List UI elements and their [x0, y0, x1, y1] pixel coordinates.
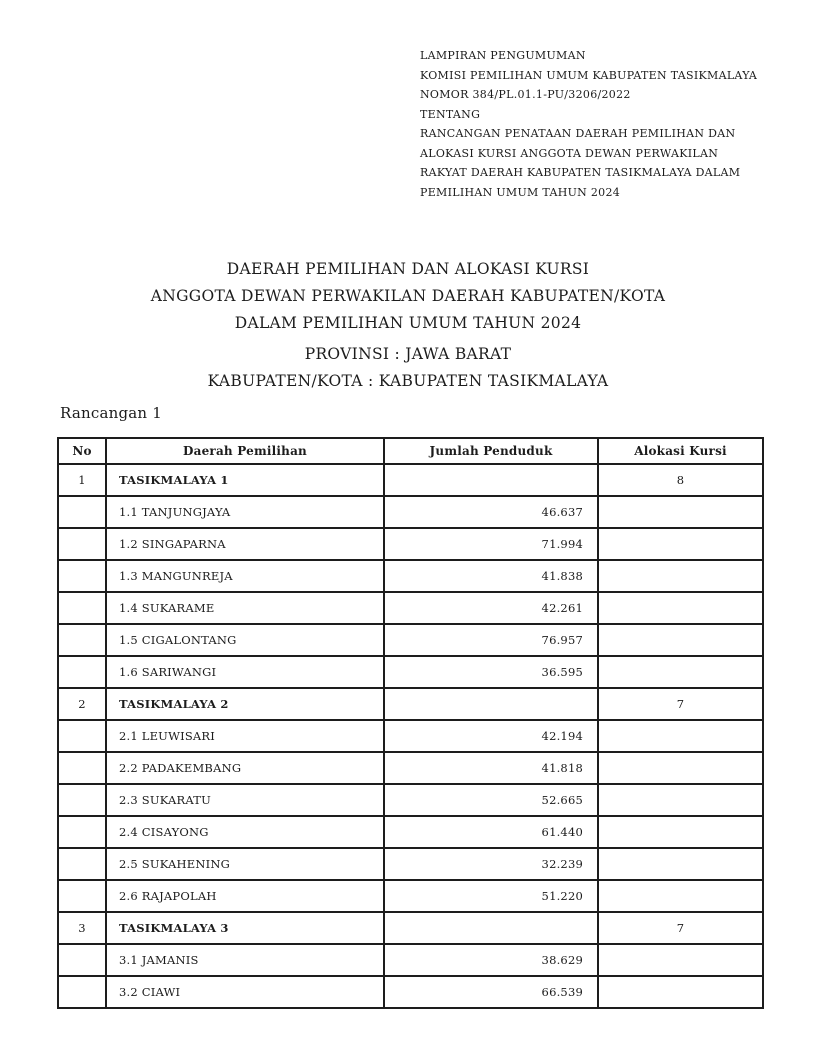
letterhead-block	[420, 46, 757, 202]
letterhead-line: LAMPIRAN PENGUMUMAN	[420, 49, 586, 62]
document-title	[0, 256, 816, 337]
row-name-cell: 1.1 TANJUNGJAYA	[106, 496, 384, 528]
row-population-cell: 41.838	[384, 560, 598, 592]
row-population-cell: 71.994	[384, 528, 598, 560]
row-name-cell: 2.3 SUKARATU	[106, 784, 384, 816]
table-row	[58, 688, 763, 720]
row-name-cell: 3.2 CIAWI	[106, 976, 384, 1008]
row-population-cell: 42.194	[384, 720, 598, 752]
row-seats-cell	[598, 656, 763, 688]
row-population-cell: 38.629	[384, 944, 598, 976]
row-population-cell: 46.637	[384, 496, 598, 528]
header-alokasi-kursi: Alokasi Kursi	[598, 438, 763, 464]
regency-line: KABUPATEN/KOTA : KABUPATEN TASIKMALAYA	[207, 372, 609, 390]
header-daerah-pemilihan: Daerah Pemilihan	[106, 438, 384, 464]
row-name-cell: 2.2 PADAKEMBANG	[106, 752, 384, 784]
table-row	[58, 816, 763, 848]
letterhead-line: TENTANG	[420, 107, 481, 121]
dapil-table	[57, 437, 764, 1009]
title-line: ANGGOTA DEWAN PERWAKILAN DAERAH KABUPATEN/KOTA	[150, 287, 666, 305]
row-population-cell: 32.239	[384, 848, 598, 880]
table-row	[58, 784, 763, 816]
row-name-cell: 1.2 SINGAPARNA	[106, 528, 384, 560]
table-row	[58, 528, 763, 560]
table-row	[58, 560, 763, 592]
row-number-cell	[58, 496, 106, 528]
table-row	[58, 752, 763, 784]
row-seats-cell: 7	[598, 688, 763, 720]
row-number-cell	[58, 560, 106, 592]
title-line: DAERAH PEMILIHAN DAN ALOKASI KURSI	[226, 260, 590, 278]
row-name-cell: 3.1 JAMANIS	[106, 944, 384, 976]
row-name-cell: 2.5 SUKAHENING	[106, 848, 384, 880]
row-seats-cell	[598, 976, 763, 1008]
letterhead-line: PEMILIHAN UMUM TAHUN 2024	[420, 185, 621, 199]
row-seats-cell	[598, 592, 763, 624]
row-seats-cell: 8	[598, 464, 763, 496]
row-population-cell: 66.539	[384, 976, 598, 1008]
table-row	[58, 464, 763, 496]
row-number-cell	[58, 784, 106, 816]
row-population-cell: 61.440	[384, 816, 598, 848]
row-name-cell: TASIKMALAYA 1	[106, 464, 384, 496]
letterhead-line: RAKYAT DAERAH KABUPATEN TASIKMALAYA DALAM	[420, 166, 741, 179]
row-number-cell: 3	[58, 912, 106, 944]
table-row	[58, 848, 763, 880]
row-seats-cell	[598, 720, 763, 752]
row-population-cell: 36.595	[384, 656, 598, 688]
table-row	[58, 656, 763, 688]
plan-label: Rancangan 1	[60, 404, 162, 422]
row-number-cell	[58, 752, 106, 784]
row-seats-cell	[598, 528, 763, 560]
header-no: No	[58, 438, 106, 464]
table-row	[58, 880, 763, 912]
row-population-cell	[384, 912, 598, 944]
row-name-cell: 2.1 LEUWISARI	[106, 720, 384, 752]
row-seats-cell	[598, 624, 763, 656]
table-row	[58, 496, 763, 528]
row-population-cell: 52.665	[384, 784, 598, 816]
row-number-cell	[58, 880, 106, 912]
row-population-cell	[384, 688, 598, 720]
row-number-cell	[58, 976, 106, 1008]
row-seats-cell: 7	[598, 912, 763, 944]
row-name-cell: TASIKMALAYA 3	[106, 912, 384, 944]
table-body	[58, 464, 763, 1008]
row-seats-cell	[598, 944, 763, 976]
table-row	[58, 720, 763, 752]
province-line: PROVINSI : JAWA BARAT	[304, 345, 512, 363]
title-line: DALAM PEMILIHAN UMUM TAHUN 2024	[234, 314, 582, 332]
row-number-cell	[58, 656, 106, 688]
row-name-cell: 1.3 MANGUNREJA	[106, 560, 384, 592]
row-number-cell	[58, 816, 106, 848]
letterhead-line: RANCANGAN PENATAAN DAERAH PEMILIHAN DAN	[420, 127, 736, 140]
row-name-cell: 1.5 CIGALONTANG	[106, 624, 384, 656]
letterhead-line: NOMOR 384/PL.01.1-PU/3206/2022	[420, 88, 631, 101]
row-population-cell: 41.818	[384, 752, 598, 784]
row-seats-cell	[598, 816, 763, 848]
row-number-cell: 1	[58, 464, 106, 496]
row-seats-cell	[598, 752, 763, 784]
table-row	[58, 944, 763, 976]
row-name-cell: 2.6 RAJAPOLAH	[106, 880, 384, 912]
row-name-cell: 1.4 SUKARAME	[106, 592, 384, 624]
row-name-cell: 1.6 SARIWANGI	[106, 656, 384, 688]
row-number-cell	[58, 592, 106, 624]
document-subtitle	[0, 341, 816, 395]
row-number-cell	[58, 848, 106, 880]
row-seats-cell	[598, 784, 763, 816]
row-number-cell	[58, 944, 106, 976]
row-seats-cell	[598, 880, 763, 912]
row-seats-cell	[598, 496, 763, 528]
row-number-cell	[58, 720, 106, 752]
letterhead-line: ALOKASI KURSI ANGGOTA DEWAN PERWAKILAN	[420, 146, 719, 160]
table-row	[58, 592, 763, 624]
row-number-cell	[58, 528, 106, 560]
letterhead-line: KOMISI PEMILIHAN UMUM KABUPATEN TASIKMALAYA	[420, 68, 758, 82]
row-name-cell: TASIKMALAYA 2	[106, 688, 384, 720]
row-seats-cell	[598, 560, 763, 592]
table-row	[58, 912, 763, 944]
row-population-cell: 51.220	[384, 880, 598, 912]
row-name-cell: 2.4 CISAYONG	[106, 816, 384, 848]
table-row	[58, 976, 763, 1008]
header-jumlah-penduduk: Jumlah Penduduk	[384, 438, 598, 464]
row-population-cell: 42.261	[384, 592, 598, 624]
row-seats-cell	[598, 848, 763, 880]
row-number-cell: 2	[58, 688, 106, 720]
table-row	[58, 624, 763, 656]
table-header-row	[58, 438, 763, 464]
row-population-cell: 76.957	[384, 624, 598, 656]
row-number-cell	[58, 624, 106, 656]
row-population-cell	[384, 464, 598, 496]
